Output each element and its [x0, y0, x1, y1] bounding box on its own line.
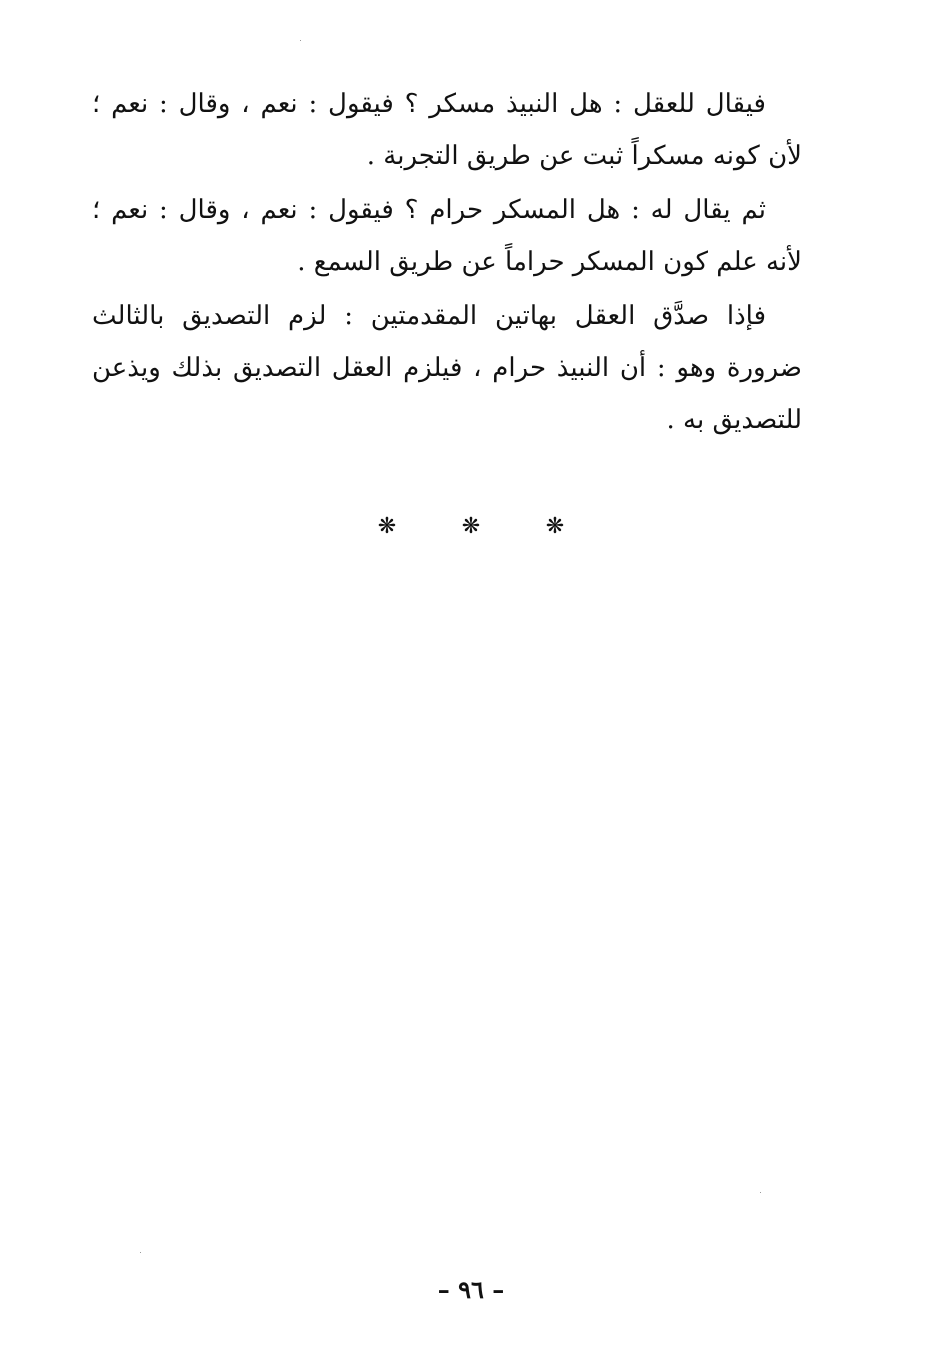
asterism-icon: ❋	[461, 514, 481, 539]
scan-speck	[140, 1252, 141, 1253]
page-number: – ٩٦ –	[437, 1275, 505, 1304]
paragraph-3: فإذا صدَّق العقل بهاتين المقدمتين : لزم التصديق بالثالث ضرورة وهو : أن النبيذ حرام ، فيلزم العقل التصديق بذلك ويذعن للتصديق به .	[92, 301, 802, 435]
paragraph-2: ثم يقال له : هل المسكر حرام ؟ فيقول : نعم ، وقال : نعم ؛ لأنه علم كون المسكر حراماً عن طريق السمع .	[92, 195, 802, 277]
scan-speck	[300, 40, 301, 41]
asterism-icon: ❋	[545, 514, 565, 539]
scan-speck	[760, 1192, 761, 1193]
asterism-icon: ❋	[377, 514, 397, 539]
section-separator	[0, 510, 942, 544]
paragraph-1: فيقال للعقل : هل النبيذ مسكر ؟ فيقول : نعم ، وقال : نعم ؛ لأن كونه مسكراً ثبت عن طريق التجربة .	[92, 89, 802, 171]
